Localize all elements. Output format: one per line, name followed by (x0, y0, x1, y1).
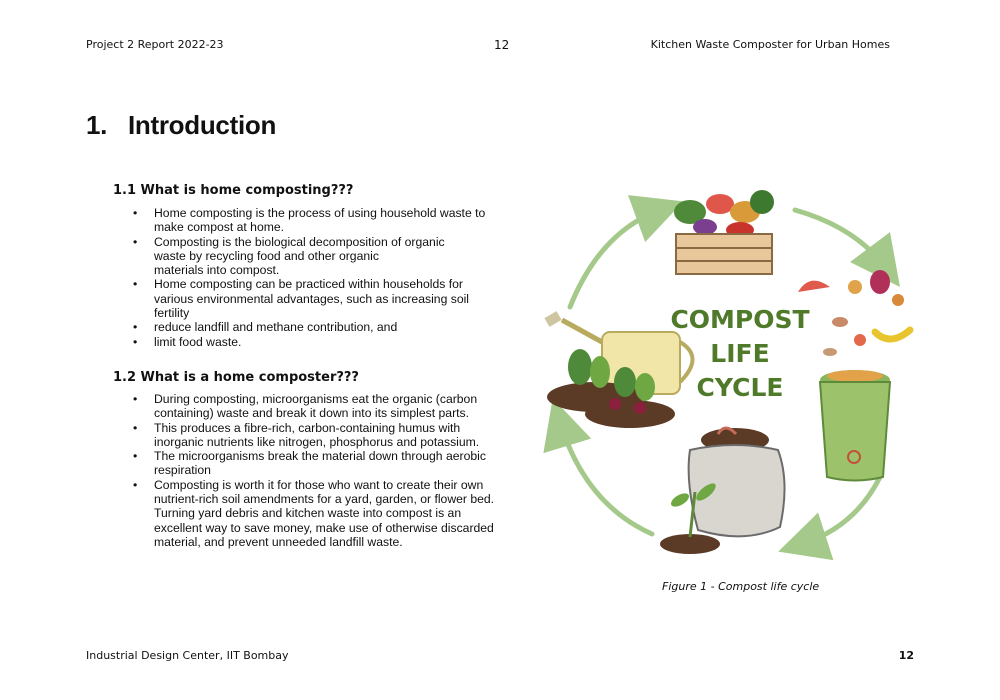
bullet-item: • This produces a fibre-rich, carbon-containing humus with inorganic nutrients like nitrogen, phosphorus and potassium. (130, 421, 494, 450)
title-number: 1. (86, 110, 108, 140)
bullet-item: • Home composting is the process of using household waste to make compost at home. (130, 206, 485, 235)
bullet-item: • limit food waste. (130, 335, 485, 349)
section-heading-1: 1.1 What is home composting??? (113, 183, 354, 198)
vegetable-crate-icon (674, 190, 774, 274)
section-2-bullet-list (130, 392, 494, 549)
bullet-item: • Composting is the biological decomposition of organic waste by recycling food and other organic materials into compost. (130, 235, 485, 278)
header-document-title: Kitchen Waste Composter for Urban Homes (650, 38, 890, 51)
cycle-arrow-top-right (795, 210, 885, 267)
compost-life-cycle-illustration (540, 182, 930, 560)
footer-institution: Industrial Design Center, IIT Bombay (86, 649, 289, 662)
cycle-arrow-top-left (570, 210, 660, 307)
cycle-arrow-bottom-right (802, 477, 880, 544)
bullet-item: • Home composting can be practiced within households for various environmental advantages, such as increasing soil fertility (130, 277, 485, 320)
footer-page-number: 12 (898, 649, 914, 662)
cycle-arrow-bottom-left (560, 422, 652, 534)
header-report-title: Project 2 Report 2022-23 (86, 38, 224, 51)
page-title (86, 110, 276, 141)
section-1-bullet-list (130, 206, 485, 349)
compost-label-line-2: LIFE (710, 339, 770, 368)
soil-sack-icon (689, 428, 785, 536)
bullet-item: • During composting, microorganisms eat the organic (carbon containing) waste and break it down into its simplest parts. (130, 392, 494, 421)
bullet-item: • reduce landfill and methane contribution, and (130, 320, 485, 334)
section-heading-2: 1.2 What is a home composter??? (113, 370, 359, 385)
title-text: Introduction (128, 110, 277, 140)
compost-label-line-3: CYCLE (696, 373, 784, 402)
figure-caption: Figure 1 - Compost life cycle (662, 580, 820, 593)
header-page-number: 12 (494, 38, 510, 52)
food-scraps-icon (798, 270, 910, 356)
compost-bin-icon (820, 370, 890, 481)
bullet-item: • The microorganisms break the material down through aerobic respiration (130, 449, 494, 478)
compost-label-line-1: COMPOST (670, 305, 810, 334)
bullet-item: • Composting is worth it for those who want to create their own nutrient-rich soil amendments for a yard, garden, or flower bed. Turning yard debris and kitchen waste into compost is an excellent way to save money, make use of otherwise discarded material, and prevent unneeded landfill waste. (130, 478, 494, 549)
